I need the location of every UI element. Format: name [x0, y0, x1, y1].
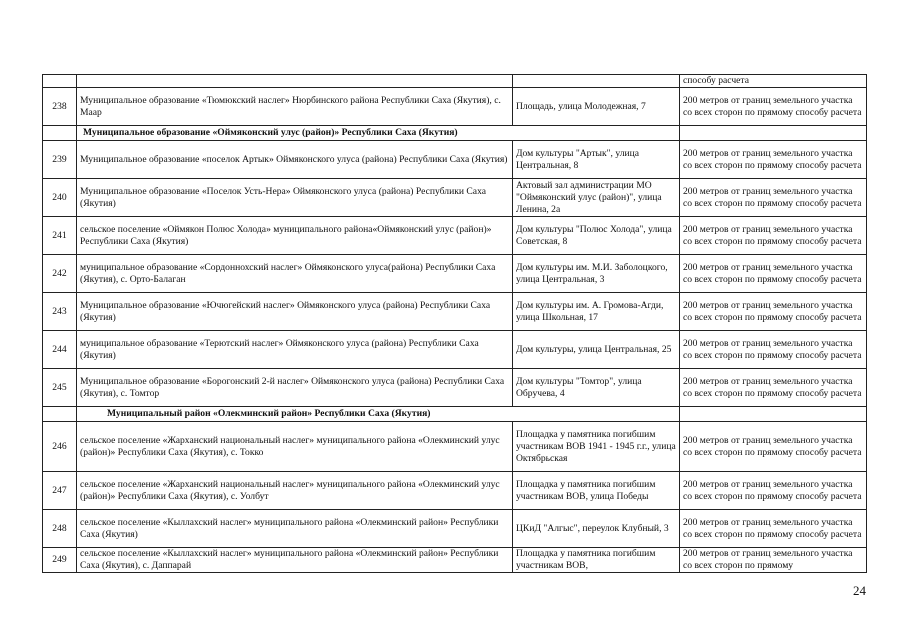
- distance-cell: 200 метров от границ земельного участка со всех сторон по прямому способу расчета: [680, 255, 867, 293]
- name-cell: Муниципальное образование «Тюмюкский наслег» Нюрбинского района Республики Саха (Якутия), с. Маар: [77, 88, 513, 126]
- distance-cell: 200 метров от границ земельного участка со всех сторон по прямому способу расчета: [680, 472, 867, 510]
- row-number-cell: 247: [43, 472, 77, 510]
- distance-cell: [680, 126, 867, 141]
- row-number-cell: 240: [43, 179, 77, 217]
- row-number-cell: [43, 407, 77, 422]
- table-row: [43, 293, 867, 331]
- table-row: [43, 331, 867, 369]
- place-cell: Площадка у памятника погибшим участникам ВОВ, улица Победы: [513, 472, 680, 510]
- distance-cell: 200 метров от границ земельного участка со всех сторон по прямому способу расчета: [680, 88, 867, 126]
- name-cell: сельское поселение «Жарханский национальный наслег» муниципального района «Олекминский улус (район)» Республики Саха (Якутия), с. Токко: [77, 422, 513, 472]
- row-number-cell: 243: [43, 293, 77, 331]
- place-cell: Площадка у памятника погибшим участникам ВОВ,: [513, 548, 680, 573]
- section-row: [43, 407, 867, 422]
- distance-cell: 200 метров от границ земельного участка со всех сторон по прямому способу расчета: [680, 141, 867, 179]
- place-cell: [513, 75, 680, 88]
- place-cell: Дом культуры "Полюс Холода", улица Советская, 8: [513, 217, 680, 255]
- table-row: [43, 472, 867, 510]
- place-cell: Площадка у памятника погибшим участникам ВОВ 1941 - 1945 г.г., улица Октябрьская: [513, 422, 680, 472]
- row-number-cell: [43, 126, 77, 141]
- table-row: [43, 369, 867, 407]
- table-row: [43, 510, 867, 548]
- section-heading: Муниципальный район «Олекминский район» Республики Саха (Якутия): [77, 407, 680, 422]
- name-cell: Муниципальное образование «Борогонский 2-й наслег» Оймяконского улуса (района) Республики Саха (Якутия), с. Томтор: [77, 369, 513, 407]
- row-number-cell: 245: [43, 369, 77, 407]
- registry-table: [42, 74, 867, 573]
- row-number-cell: [43, 75, 77, 88]
- name-cell: [77, 75, 513, 88]
- name-cell: сельское поселение «Жарханский национальный наслег» муниципального района «Олекминский улус (район)» Республики Саха (Якутия), с. Уолбут: [77, 472, 513, 510]
- name-cell: Муниципальное образование «Поселок Усть-Нера» Оймяконского улуса (района) Республики Саха (Якутия): [77, 179, 513, 217]
- row-number-cell: 248: [43, 510, 77, 548]
- distance-cell: 200 метров от границ земельного участка со всех сторон по прямому способу расчета: [680, 179, 867, 217]
- name-cell: муниципальное образование «Сордоннохский наслег» Оймяконского улуса(района) Республики Саха (Якутия), с. Орто-Балаган: [77, 255, 513, 293]
- row-number-cell: 246: [43, 422, 77, 472]
- name-cell: муниципальное образование «Терютский наслег» Оймяконского улуса (района) Республики Саха (Якутия): [77, 331, 513, 369]
- row-number-cell: 238: [43, 88, 77, 126]
- table-row: [43, 548, 867, 573]
- name-cell: сельское поселение «Кыллахский наслег» муниципального района «Олекминский район» Республики Саха (Якутия): [77, 510, 513, 548]
- section-heading: Муниципальное образование «Оймяконский улус (район)» Республики Саха (Якутия): [77, 126, 680, 141]
- table-row: [43, 88, 867, 126]
- table-row: [43, 255, 867, 293]
- table-row: [43, 422, 867, 472]
- table-row: [43, 179, 867, 217]
- distance-cell: способу расчета: [680, 75, 867, 88]
- name-cell: Муниципальное образование «Ючюгейский наслег» Оймяконского улуса (района) Республики Саха (Якутия): [77, 293, 513, 331]
- place-cell: Дом культуры, улица Центральная, 25: [513, 331, 680, 369]
- section-row: [43, 126, 867, 141]
- name-cell: сельское поселение «Оймякон Полюс Холода» муниципального района«Оймяконский улус (район)» Республики Саха (Якутия): [77, 217, 513, 255]
- name-cell: Муниципальное образование «поселок Артык» Оймяконского улуса (района) Республики Саха (Якутия): [77, 141, 513, 179]
- distance-cell: 200 метров от границ земельного участка со всех сторон по прямому способу расчета: [680, 422, 867, 472]
- row-number-cell: 249: [43, 548, 77, 573]
- distance-cell: 200 метров от границ земельного участка со всех сторон по прямому способу расчета: [680, 293, 867, 331]
- row-number-cell: 241: [43, 217, 77, 255]
- place-cell: Дом культуры им. М.И. Заболоцкого, улица Центральная, 3: [513, 255, 680, 293]
- place-cell: Дом культуры им. А. Громова-Агди, улица Школьная, 17: [513, 293, 680, 331]
- row-number-cell: 239: [43, 141, 77, 179]
- place-cell: Актовый зал администрации МО "Оймяконский улус (район)", улица Ленина, 2а: [513, 179, 680, 217]
- distance-cell: 200 метров от границ земельного участка со всех сторон по прямому: [680, 548, 867, 573]
- distance-cell: 200 метров от границ земельного участка со всех сторон по прямому способу расчета: [680, 510, 867, 548]
- name-cell: сельское поселение «Кыллахский наслег» муниципального района «Олекминский район» Республики Саха (Якутия), с. Даппарай: [77, 548, 513, 573]
- distance-cell: [680, 407, 867, 422]
- distance-cell: 200 метров от границ земельного участка со всех сторон по прямому способу расчета: [680, 331, 867, 369]
- row-number-cell: 244: [43, 331, 77, 369]
- place-cell: Дом культуры "Томтор", улица Обручева, 4: [513, 369, 680, 407]
- table-row: [43, 141, 867, 179]
- table-row: [43, 75, 867, 88]
- row-number-cell: 242: [43, 255, 77, 293]
- place-cell: Площадь, улица Молодежная, 7: [513, 88, 680, 126]
- table-row: [43, 217, 867, 255]
- distance-cell: 200 метров от границ земельного участка со всех сторон по прямому способу расчета: [680, 217, 867, 255]
- page-number: 24: [853, 583, 866, 598]
- place-cell: ЦКиД "Алгыс", переулок Клубный, 3: [513, 510, 680, 548]
- distance-cell: 200 метров от границ земельного участка со всех сторон по прямому способу расчета: [680, 369, 867, 407]
- place-cell: Дом культуры "Артык", улица Центральная, 8: [513, 141, 680, 179]
